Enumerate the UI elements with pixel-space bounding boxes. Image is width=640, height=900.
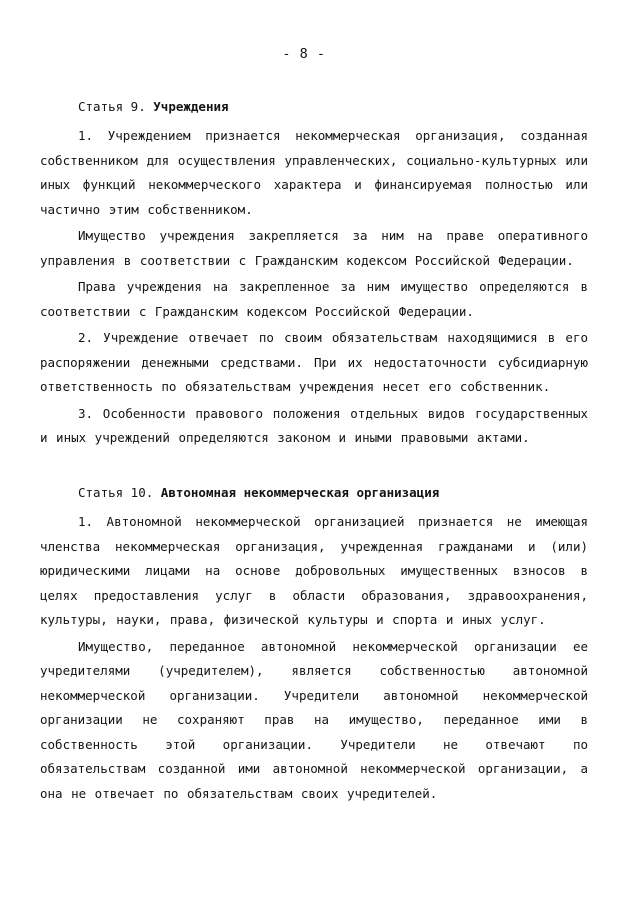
article-title: Учреждения xyxy=(153,99,229,114)
article-label: Статья 9. xyxy=(78,99,146,114)
article-heading xyxy=(78,96,588,118)
article-10 xyxy=(40,482,588,808)
article-label: Статья 10. xyxy=(78,485,154,500)
article-paragraph: 1. Автономной некоммерческой организацией признается не имеющая членства некоммерческая организация, учрежденная гражданами и (или) юридическими лицами на основе добровольных имущественных взносов в целях предоставления услуг в области образования, здравоохранения, культуры, науки, права, физической культуры и спорта и иных услуг. xyxy=(40,514,588,627)
article-9 xyxy=(40,96,588,453)
article-paragraph: 2. Учреждение отвечает по своим обязательствам находящимися в его распоряжении денежными средствами. При их недостаточности субсидиарную ответственность по обязательствам учреждения несет его собственник. xyxy=(40,330,588,394)
article-paragraph: Права учреждения на закрепленное за ним имущество определяются в соответствии с Гражданским кодексом Российской Федерации. xyxy=(40,279,588,319)
page-number: - 8 - xyxy=(282,46,326,62)
article-paragraph: Имущество учреждения закрепляется за ним на праве оперативного управления в соответствии с Гражданским кодексом Российской Федерации. xyxy=(40,228,588,268)
article-paragraph: 3. Особенности правового положения отдельных видов государственных и иных учреждений определяются законом и иными правовыми актами. xyxy=(40,405,588,445)
article-paragraph: Имущество, переданное автономной некоммерческой организации ее учредителями (учредителем), является собственностью автономной некоммерческой организации. Учредители автономной некоммерческой организации не сохраняют прав на имущество, переданное ими в собственность этой организации. Учредители не отвечают по обязательствам созданной ими автономной некоммерческой организации, а она не отвечает по обязательствам своих учредителей. xyxy=(40,638,588,801)
article-paragraph: 1. Учреждением признается некоммерческая организация, созданная собственником для осуществления управленческих, социально-культурных или иных функций некоммерческого характера и финансируемая полностью или частично этим собственником. xyxy=(40,128,588,217)
article-heading xyxy=(78,482,588,504)
article-title: Автономная некоммерческая организация xyxy=(160,485,440,500)
